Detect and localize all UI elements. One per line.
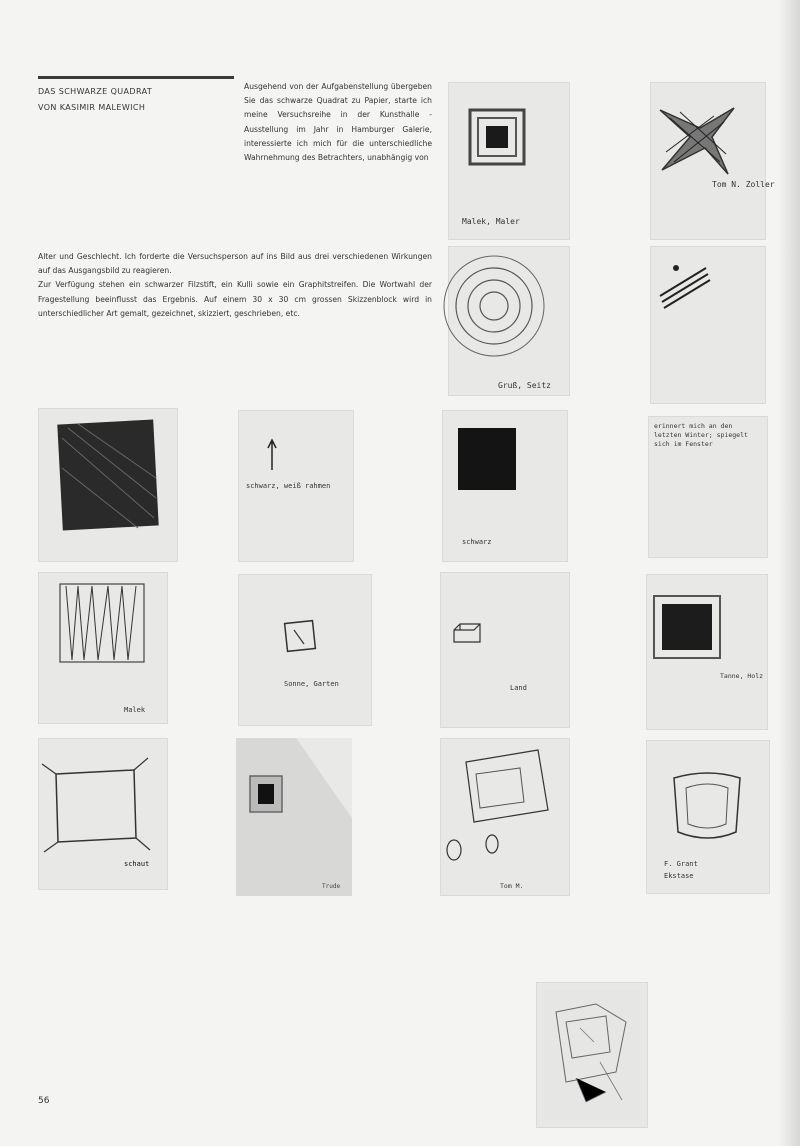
article-heading: [38, 84, 238, 116]
photo-loose-sketch: [440, 738, 570, 896]
photo-caption: Tanne, Holz: [720, 672, 764, 680]
photo-hatched-star: [650, 82, 775, 240]
photo-caption: schwarz, weiß rahmen: [246, 482, 331, 490]
body-paragraph-2: Zur Verfügung stehen ein schwarzer Filzstift, ein Kulli sowie ein Graphitstreifen. Die Wortwahl der Fragestellung beeinflusst das Ergebnis. Auf einem 30 x 30 cm grossen Skizzenblock wird in unterschiedlicher Art gemalt, gezeichnet, skizziert, geschrieben, etc.: [38, 280, 432, 318]
photo-vertical-strokes: [38, 572, 168, 724]
photo-cube-sketch: [440, 572, 570, 728]
photo-caption: Gruß, Seitz: [498, 381, 551, 390]
photo-caption: Ekstase: [664, 872, 694, 880]
photo-caption: Tom N. Zoller: [712, 180, 775, 189]
photo-caption: erinnert mich an den letzten Winter; spiegelt sich im Fenster: [654, 422, 748, 448]
heading-line-2: VON KASIMIR MALEWICH: [38, 103, 146, 112]
photo-caption: schaut: [124, 860, 150, 868]
photo-caption: schwarz: [462, 538, 492, 546]
photo-framed-square: [448, 82, 570, 240]
photo-black-square: [442, 410, 568, 562]
photo-scribbled-square: [38, 408, 178, 562]
photo-caption: Malek: [124, 706, 146, 714]
photo-gray-room: [236, 738, 352, 896]
photo-bottom-sketch: [536, 982, 648, 1128]
photo-small-square-sketch: [238, 574, 372, 726]
photo-caption: F. Grant: [664, 860, 698, 868]
photo-framed-black-square: [646, 574, 768, 730]
photo-caption: Land: [510, 684, 527, 692]
photo-concentric-circles: [448, 246, 570, 396]
intro-text: Ausgehend von der Aufgabenstellung übergeben Sie das schwarze Quadrat zu Papier, starte ich meine Versuchsreihe in der Kunsthalle - Ausstellung im Jahr in Hamburger Galerie, interessierte ich mich für die unterschiedliche Wahrnehmung des Betrachters, unabhängig von: [244, 82, 432, 163]
heading-line-1: DAS SCHWARZE QUADRAT: [38, 87, 153, 96]
body-text: [38, 250, 432, 321]
photo-caption: Malek, Maler: [462, 217, 520, 226]
photo-perspective-frame: [38, 738, 168, 890]
body-paragraph-1: Alter und Geschlecht. Ich forderte die Versuchsperson auf ins Bild aus drei verschiedenen Wirkungen auf das Ausgangsbild zu reagieren.: [38, 252, 432, 276]
photo-arrow-sketch: [238, 410, 354, 562]
page-gutter-shadow: [778, 0, 800, 1146]
photo-handwritten-note: [648, 416, 768, 558]
photo-caption: Trude: [322, 883, 341, 890]
photo-caption: Tom M.: [500, 882, 524, 890]
page-number: 56: [38, 1096, 50, 1106]
heading-rule: [38, 76, 234, 79]
photo-diagonal-lines: [650, 246, 766, 404]
photo-caption: Sonne, Garten: [284, 680, 339, 688]
photo-rounded-frame: [646, 740, 770, 894]
